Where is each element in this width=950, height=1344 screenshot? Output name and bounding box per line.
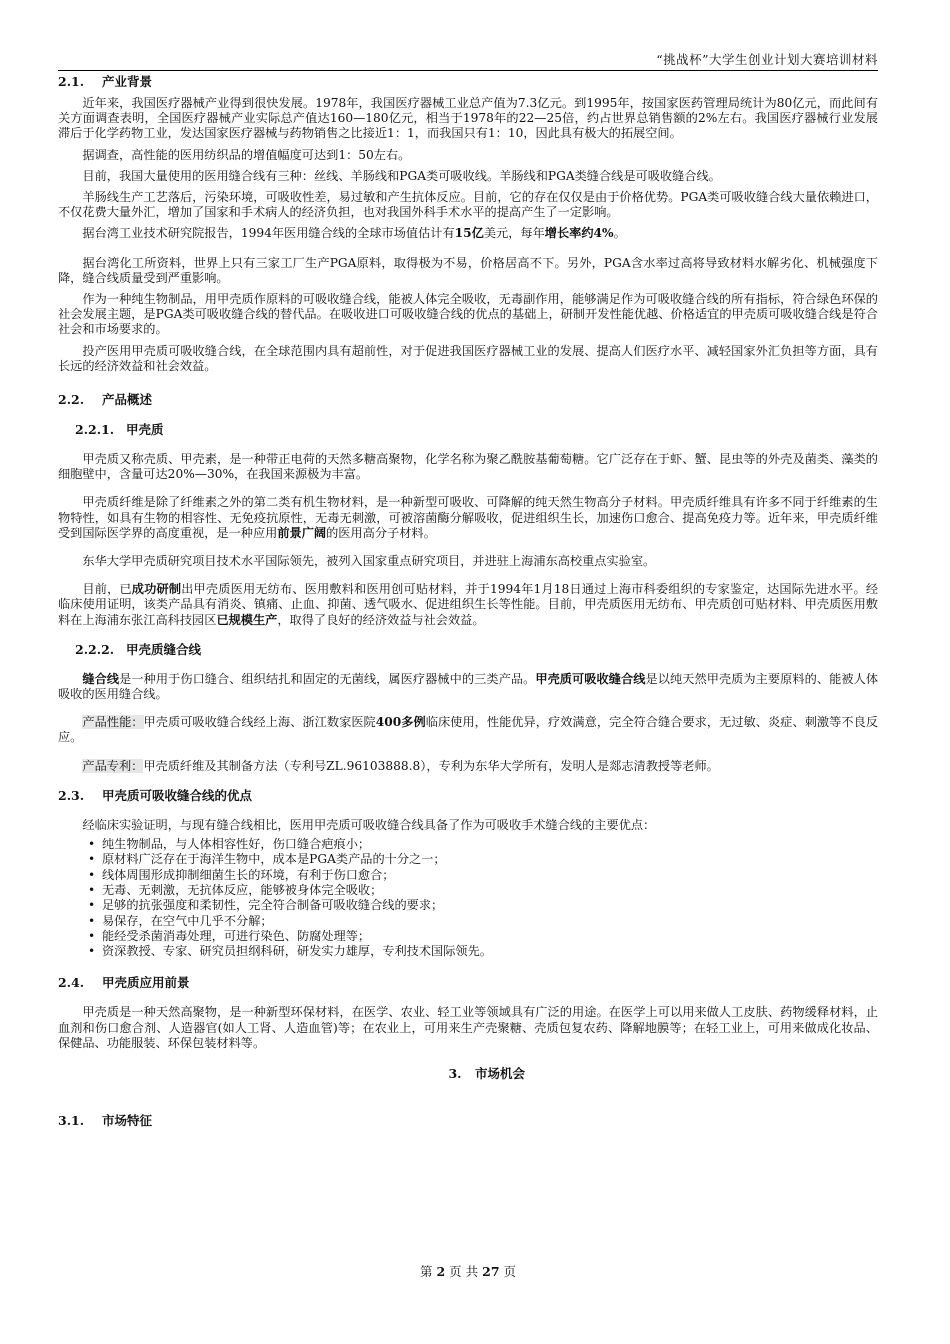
- bullet-icon: •: [88, 867, 96, 882]
- advantages-list: [58, 837, 878, 959]
- heading-2-4: 2.4. 甲壳质应用前景: [58, 975, 190, 991]
- paragraph-suture-definition: 缝合线是一种用于伤口缝合、组织结扎和固定的无菌线，属医疗器械中的三类产品。甲壳质可吸收缝合线是以纯天然甲壳质为主要原料的、能被人体吸收的医用缝合线。: [58, 671, 879, 702]
- paragraph-industry-growth: 近年来，我国医疗器械产业得到很快发展。1978年，我国医疗器械工业总产值为7.3亿元。到1995年，按国家医药管理局统计为80亿元，而此间有关方面调查表明，全国医疗器械产业实际总产值达160—180亿元，相当于1978年的22—25倍，约占世界总销售额的2%左右。我国医疗器械行业发展滞后于化学药物工业，发达国家医疗器械与药物销售之比接近1：1，而我国只有1：10，因此具有极大的拓展空间。: [58, 96, 878, 141]
- bullet-icon: •: [88, 852, 96, 867]
- heading-title: 产业背景: [102, 74, 153, 89]
- paragraph-suture-types: 目前，我国大量使用的医用缝合线有三种：丝线、羊肠线和PGA类可吸收线。羊肠线和PGA类缝合线是可吸收缝合线。: [82, 168, 721, 183]
- paragraph-production-benefit: 投产医用甲壳质可吸收缝合线，在全球范围内具有超前性，对于促进我国医疗器械工业的发展、提高人们医疗水平、减轻国家外汇负担等方面，具有长远的经济效益和社会效益。: [58, 343, 878, 373]
- heading-number: 2.1.: [58, 74, 85, 89]
- list-item: • 纯生物制品，与人体相容性好，伤口缝合疤痕小；: [88, 837, 371, 852]
- bullet-icon: •: [88, 944, 96, 959]
- list-item: • 易保存，在空气中几乎不分解；: [88, 913, 273, 928]
- paragraph-donghua-research: 东华大学甲壳质研究项目技术水平国际领先，被列入国家重点研究项目，并进驻上海浦东高校重点实验室。: [82, 554, 656, 569]
- heading-3-1: 3.1. 市场特征: [58, 1113, 153, 1129]
- list-item: • 足够的抗张强度和柔韧性，完全符合制备可吸收缝合线的要求；: [88, 898, 444, 913]
- paragraph-product-performance: 产品性能：甲壳质可吸收缝合线经上海、浙江数家医院400多例临床使用，性能优异，疗效满意，完全符合缝合要求，无过敏、炎症、刺激等不良反应。: [58, 715, 879, 745]
- bullet-icon: •: [88, 837, 96, 852]
- heading-2-2: 2.2. 产品概述: [58, 392, 153, 408]
- bullet-icon: •: [88, 928, 96, 943]
- list-item: • 原材料广泛存在于海洋生物中，成本是PGA类产品的十分之一；: [88, 852, 446, 867]
- paragraph-pga-supply: 据台湾化工所资料，世界上只有三家工厂生产PGA原料，取得极为不易，价格居高不下。另外，PGA含水率过高将导致材料水解劣化、机械强度下降，缝合线质量受到严重影响。: [58, 255, 878, 285]
- document-page: [58, 0, 878, 1344]
- heading-3: 3. 市场机会: [448, 1066, 525, 1082]
- paragraph-application-prospects: 甲壳质是一种天然高聚物，是一种新型环保材料，在医学、农业、轻工业等领域具有广泛的用途。在医学上可以用来做人工皮肤、药物缓释材料，止血剂和伤口愈合剂、人造器官(如人工肾、人造血管)等；在农业上，可用来生产壳聚糖、壳质包复农药、降解地膜等；在轻工业上，可用来做成化妆品、保健品、功能服装、环保包装材料等。: [58, 1005, 878, 1050]
- list-item: • 线体周围形成抑制细菌生长的环境，有利于伤口愈合；: [88, 867, 395, 882]
- paragraph-product-patent: 产品专利：甲壳质纤维及其制备方法（专利号ZL.96103888.8），专利为东华大学所有，发明人是郯志清教授等老师。: [82, 758, 719, 773]
- paragraph-catgut-pga: 羊肠线生产工艺落后，污染环境，可吸收性差，易过敏和产生抗体反应。目前，它的存在仅仅是由于价格优势。PGA类可吸收缝合线大量依赖进口，不仅花费大量外汇，增加了国家和手术病人的经济负担，也对我国外科手术水平的提高产生了一定影响。: [58, 190, 878, 220]
- heading-2-3: 2.3. 甲壳质可吸收缝合线的优点: [58, 787, 253, 803]
- page-footer: 第 2 页 共 27 页: [419, 1264, 517, 1279]
- bullet-icon: •: [88, 898, 96, 913]
- bullet-icon: •: [88, 913, 96, 928]
- heading-2-1: [58, 74, 878, 90]
- bullet-icon: •: [88, 882, 96, 897]
- paragraph-textile-value: 据调查，高性能的医用纺织品的增值幅度可达到1：50左右。: [82, 147, 411, 162]
- list-item: • 能经受杀菌消毒处理，可进行染色、防腐处理等；: [88, 928, 371, 943]
- page-number: 2: [436, 1264, 446, 1279]
- list-item: • 无毒、无刺激，无抗体反应，能够被身体完全吸收；: [88, 882, 383, 897]
- heading-2-2-1: 2.2.1. 甲壳质: [75, 422, 164, 438]
- paragraph-chitin-fiber: 甲壳质纤维是除了纤维素之外的第二类有机生物材料，是一种新型可吸收、可降解的纯天然生物高分子材料。甲壳质纤维具有许多不同于纤维素的生物特性，如具有生物的相容性、无免疫抗原性，无毒无刺激，可被溶菌酶分解吸收，促进组织生长，加速伤口愈合、提高免疫力等。近年来，甲壳质纤维受到国际医学界的高度重视，是一种应用前景广阔的医用高分子材料。: [58, 495, 878, 540]
- heading-2-2-2: 2.2.2. 甲壳质缝合线: [75, 641, 202, 657]
- header-rule: [58, 70, 878, 71]
- paragraph-development-status: 目前，已成功研制出甲壳质医用无纺布、医用敷料和医用创可贴材料，并于1994年1月18日通过上海市科委组织的专家鉴定，达国际先进水平。经临床使用证明，该类产品具有消炎、镇痛、止血、抑菌、透气吸水、促进组织生长等性能。目前，甲壳质医用无纺布、甲壳质创可贴材料、甲壳质医用敷料在上海浦东张江高科技园区已规模生产，取得了良好的经济效益与社会效益。: [58, 582, 879, 627]
- page-total: 27: [482, 1264, 500, 1279]
- paragraph-market-value: 据台湾工业技术研究院报告，1994年医用缝合线的全球市场值估计有15亿美元，每年增长率约4%。: [82, 226, 626, 241]
- list-item: • 资深教授、专家、研究员担纲科研，研发实力雄厚，专利技术国际领先。: [88, 944, 492, 959]
- paragraph-chitin-suture-advantage: 作为一种纯生物制品，用甲壳质作原料的可吸收缝合线，能被人体完全吸收，无毒副作用，能够满足作为可吸收缝合线的所有指标，符合绿色环保的社会发展主题，是PGA类可吸收缝合线的替代品。在吸收进口可吸收缝合线的优点的基础上，研制开发性能优越、价格适宜的甲壳质可吸收缝合线是符合社会和市场要求的。: [58, 292, 878, 337]
- paragraph-chitin-definition: 甲壳质又称壳质、甲壳素，是一种带正电荷的天然多糖高聚物，化学名称为聚乙酰胺基葡萄糖。它广泛存在于虾、蟹、昆虫等的外壳及菌类、藻类的细胞壁中，含量可达20%—30%，在我国来源极为丰富。: [58, 452, 878, 482]
- page-header: “挑战杯”大学生创业计划大赛培训材料: [656, 52, 878, 67]
- paragraph-advantages-intro: 经临床实验证明，与现有缝合线相比，医用甲壳质可吸收缝合线具备了作为可吸收手术缝合线的主要优点：: [82, 817, 656, 832]
- page-body: [58, 74, 878, 1129]
